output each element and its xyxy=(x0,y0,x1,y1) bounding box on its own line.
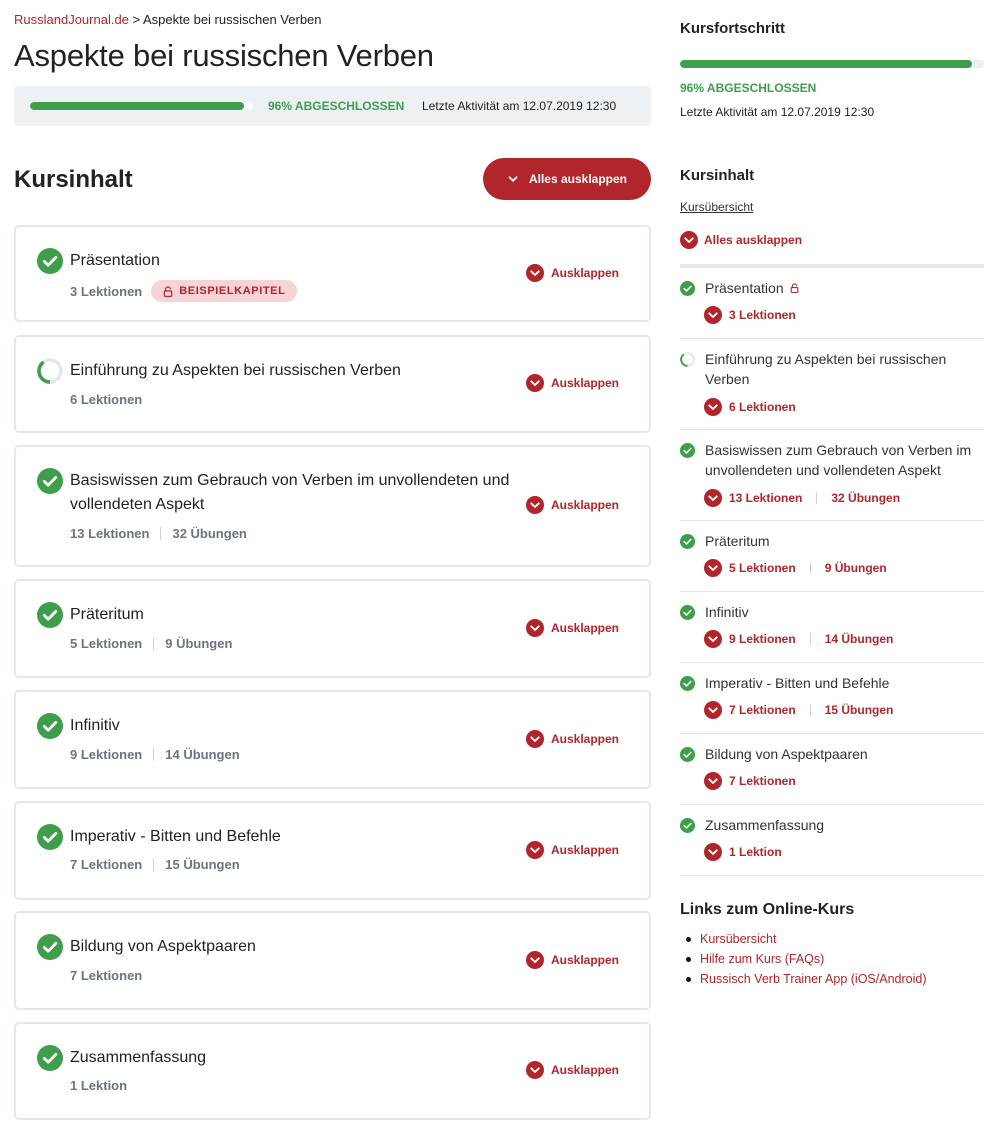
sidebar-section-title-text: Präsentation xyxy=(705,280,784,296)
meta-separator xyxy=(153,637,154,650)
chevron-down-circle-icon xyxy=(704,630,722,648)
sidebar-section-lessons: 1 Lektion xyxy=(729,845,782,859)
sidebar-section-exercises: 14 Übungen xyxy=(824,632,894,646)
check-circle-icon xyxy=(680,818,695,833)
sidebar-section-expand[interactable] xyxy=(704,489,900,507)
sidebar-section-item[interactable] xyxy=(680,805,984,876)
section-expand-button[interactable] xyxy=(526,730,619,748)
breadcrumb-current: Aspekte bei russischen Verben xyxy=(143,12,322,27)
expand-all-label: Alles ausklappen xyxy=(528,172,628,186)
check-circle-icon xyxy=(37,934,63,960)
check-circle-icon xyxy=(37,468,63,494)
chevron-down-circle-icon xyxy=(526,619,544,637)
meta-separator xyxy=(153,858,154,871)
sidebar-links-item xyxy=(680,949,927,969)
section-exercises-count: 32 Übungen xyxy=(172,526,247,541)
section-expand-button[interactable] xyxy=(526,264,619,282)
sidebar-section-expand[interactable] xyxy=(704,630,893,648)
section-status xyxy=(37,358,63,384)
section-expand-label: Ausklappen xyxy=(551,953,620,967)
section-meta xyxy=(70,280,297,302)
check-circle-icon xyxy=(680,605,695,620)
sidebar-expand-all-label: Alles ausklappen xyxy=(704,233,803,247)
sidebar-section-exercises: 32 Übungen xyxy=(831,491,901,505)
section-expand-label: Ausklappen xyxy=(551,266,620,280)
section-meta xyxy=(70,857,240,872)
chevron-down-circle-icon xyxy=(680,231,698,249)
sidebar-progress-bar-fill xyxy=(680,60,972,68)
section-title[interactable]: Infinitiv xyxy=(70,717,120,734)
sidebar-section-status xyxy=(680,676,695,691)
chevron-down-circle-icon xyxy=(526,374,544,392)
sidebar-section-item[interactable] xyxy=(680,430,984,521)
section-expand-label: Ausklappen xyxy=(551,843,620,857)
sidebar-section-title-text: Bildung von Aspektpaaren xyxy=(705,746,868,762)
sidebar-section-status xyxy=(680,534,695,549)
sidebar-section-status xyxy=(680,818,695,833)
sidebar-section-expand[interactable] xyxy=(704,559,887,577)
sidebar-section-lessons: 7 Lektionen xyxy=(729,703,796,717)
sidebar-progress-heading: Kursfortschritt xyxy=(680,20,786,37)
check-circle-icon xyxy=(37,1045,63,1071)
sidebar-section-item[interactable] xyxy=(680,521,984,592)
section-meta xyxy=(70,968,142,983)
section-lessons-count: 7 Lektionen xyxy=(70,968,143,983)
section-meta xyxy=(70,526,247,541)
check-circle-icon xyxy=(37,602,63,628)
section-card[interactable] xyxy=(14,225,651,322)
section-meta xyxy=(70,636,232,651)
section-exercises-count: 9 Übungen xyxy=(165,636,233,651)
chevron-down-circle-icon xyxy=(526,1061,544,1079)
section-expand-button[interactable] xyxy=(526,374,619,392)
section-lessons-count: 9 Lektionen xyxy=(70,747,143,762)
sidebar-section-exercises: 9 Übungen xyxy=(824,561,887,575)
lock-icon xyxy=(790,283,799,293)
meta-separator xyxy=(810,562,811,574)
section-status xyxy=(37,713,63,739)
sidebar-section-item[interactable] xyxy=(680,663,984,734)
chevron-down-circle-icon xyxy=(526,841,544,859)
section-lessons-count: 6 Lektionen xyxy=(70,392,143,407)
last-activity-text: Letzte Aktivität am 12.07.2019 12:30 xyxy=(422,99,617,113)
breadcrumb-separator: > xyxy=(128,12,144,27)
sample-chapter-badge-label: BEISPIELKAPITEL xyxy=(179,285,286,297)
section-card[interactable] xyxy=(14,445,651,567)
chevron-down-circle-icon xyxy=(704,559,722,577)
chevron-down-circle-icon xyxy=(704,489,722,507)
section-meta xyxy=(70,392,142,407)
sidebar-section-item[interactable] xyxy=(680,268,984,339)
section-expand-label: Ausklappen xyxy=(551,498,620,512)
sidebar-links-item xyxy=(680,929,927,949)
sidebar-section-lessons: 3 Lektionen xyxy=(729,308,796,322)
sidebar-expand-all-button[interactable] xyxy=(680,231,802,249)
section-expand-label: Ausklappen xyxy=(551,1063,620,1077)
section-card[interactable] xyxy=(14,911,651,1010)
check-circle-icon xyxy=(680,534,695,549)
sidebar-section-expand[interactable] xyxy=(704,843,782,861)
sidebar-section-lessons: 6 Lektionen xyxy=(729,400,796,414)
chevron-down-circle-icon xyxy=(526,496,544,514)
check-circle-icon xyxy=(37,248,63,274)
sidebar-links-heading: Links zum Online-Kurs xyxy=(680,901,855,918)
sidebar-section-title[interactable] xyxy=(705,440,980,480)
sidebar-progress-percent-label: 96% ABGESCHLOSSEN xyxy=(680,81,817,95)
section-title[interactable]: Zusammenfassung xyxy=(70,1049,207,1066)
check-circle-icon xyxy=(37,824,63,850)
sidebar-section-title-text: Imperativ - Bitten und Befehle xyxy=(705,675,890,691)
meta-separator xyxy=(153,748,154,761)
chevron-down-circle-icon xyxy=(704,772,722,790)
section-lessons-count: 7 Lektionen xyxy=(70,857,143,872)
link-course-overview[interactable]: Kursübersicht xyxy=(700,932,777,946)
section-expand-label: Ausklappen xyxy=(551,621,620,635)
sidebar-section-title[interactable] xyxy=(705,278,980,298)
sidebar-links-item xyxy=(680,969,927,989)
chevron-down-circle-icon xyxy=(704,398,722,416)
check-circle-icon xyxy=(680,747,695,762)
sidebar-content-heading: Kursinhalt xyxy=(680,167,755,184)
sidebar-section-status xyxy=(680,443,695,458)
sidebar-section-status xyxy=(680,605,695,620)
chevron-down-circle-icon xyxy=(704,306,722,324)
section-meta xyxy=(70,747,240,762)
sidebar-section-status xyxy=(680,281,695,296)
section-title[interactable]: Präteritum xyxy=(70,606,144,623)
chevron-down-circle-icon xyxy=(526,264,544,282)
expand-all-button[interactable] xyxy=(483,158,651,200)
section-expand-button[interactable] xyxy=(526,496,619,514)
section-title[interactable]: Basiswissen zum Gebrauch von Verben im unvollendeten und vollendeten Aspekt xyxy=(70,472,510,513)
progress-bar-fill xyxy=(30,102,244,110)
section-lessons-count: 13 Lektionen xyxy=(70,526,150,541)
breadcrumb xyxy=(14,12,322,27)
sidebar-section-title[interactable] xyxy=(705,673,980,693)
section-card[interactable] xyxy=(14,801,651,900)
section-title[interactable]: Imperativ - Bitten und Befehle xyxy=(70,828,281,845)
section-status xyxy=(37,468,63,494)
meta-separator xyxy=(816,492,817,504)
sidebar-section-item[interactable] xyxy=(680,734,984,805)
sidebar-section-expand[interactable] xyxy=(704,701,893,719)
sidebar-section-title[interactable] xyxy=(705,602,980,622)
sidebar-section-lessons: 13 Lektionen xyxy=(729,491,803,505)
check-circle-icon xyxy=(680,281,695,296)
sidebar-last-activity-text: Letzte Aktivität am 12.07.2019 12:30 xyxy=(680,105,875,119)
chevron-down-circle-icon xyxy=(704,701,722,719)
section-card[interactable] xyxy=(14,335,651,433)
sidebar-section-lessons: 5 Lektionen xyxy=(729,561,796,575)
section-status xyxy=(37,602,63,628)
meta-separator xyxy=(810,704,811,716)
sidebar-section-item[interactable] xyxy=(680,339,984,430)
sidebar-section-status xyxy=(680,747,695,762)
section-title[interactable]: Einführung zu Aspekten bei russischen Verben xyxy=(70,362,401,379)
check-circle-icon xyxy=(680,676,695,691)
section-expand-button[interactable] xyxy=(526,841,619,859)
chevron-down-circle-icon xyxy=(526,730,544,748)
meta-separator xyxy=(160,527,161,540)
section-exercises-count: 14 Übungen xyxy=(165,747,240,762)
progress-percent-label: 96% ABGESCHLOSSEN xyxy=(268,99,405,113)
link-course-help[interactable]: Hilfe zum Kurs (FAQs) xyxy=(700,952,825,966)
section-status xyxy=(37,824,63,850)
sidebar-section-lessons: 7 Lektionen xyxy=(729,774,796,788)
sidebar-links-list xyxy=(680,929,927,989)
sidebar-progress-bar xyxy=(680,60,984,68)
sidebar-section-item[interactable] xyxy=(680,592,984,663)
chevron-down-circle-icon xyxy=(704,843,722,861)
meta-separator xyxy=(810,633,811,645)
sidebar-section-title[interactable] xyxy=(705,744,980,764)
section-meta xyxy=(70,1078,127,1093)
progress-bar xyxy=(30,102,253,110)
section-expand-label: Ausklappen xyxy=(551,376,620,390)
sidebar-section-title[interactable] xyxy=(705,349,980,389)
breadcrumb-home-link[interactable]: RusslandJournal.de xyxy=(14,12,129,27)
section-lessons-count: 5 Lektionen xyxy=(70,636,143,651)
section-title[interactable]: Bildung von Aspektpaaren xyxy=(70,938,256,955)
section-expand-button[interactable] xyxy=(526,951,619,969)
course-progress-panel xyxy=(14,86,651,126)
link-verb-trainer-app[interactable]: Russisch Verb Trainer App (iOS/Android) xyxy=(700,972,927,986)
section-expand-button[interactable] xyxy=(526,1061,619,1079)
sidebar-section-title-text: Infinitiv xyxy=(705,604,749,620)
sidebar-section-title[interactable] xyxy=(705,815,980,835)
progress-ring-icon xyxy=(680,352,695,367)
section-exercises-count: 15 Übungen xyxy=(165,857,240,872)
section-card[interactable] xyxy=(14,1022,651,1120)
chevron-down-icon xyxy=(507,173,519,185)
section-lessons-count: 3 Lektionen xyxy=(70,283,143,299)
sidebar-overview-link[interactable]: Kursübersicht xyxy=(680,200,754,214)
sidebar-section-lessons: 9 Lektionen xyxy=(729,632,796,646)
section-status xyxy=(37,248,63,274)
sidebar-section-expand[interactable] xyxy=(704,772,796,790)
check-circle-icon xyxy=(37,713,63,739)
sample-chapter-badge xyxy=(151,280,297,302)
chevron-down-circle-icon xyxy=(526,951,544,969)
course-content-heading: Kursinhalt xyxy=(14,166,133,193)
section-lessons-count: 1 Lektion xyxy=(70,1078,128,1093)
lock-icon xyxy=(163,286,173,297)
sidebar-section-expand[interactable] xyxy=(704,398,796,416)
sidebar-section-title-text: Basiswissen zum Gebrauch von Verben im unvollendeten und vollendeten Aspekt xyxy=(705,442,972,478)
page-title: Aspekte bei russischen Verben xyxy=(14,38,434,73)
section-card[interactable] xyxy=(14,579,651,678)
section-card[interactable] xyxy=(14,690,651,789)
sidebar-section-title-text: Einführung zu Aspekten bei russischen Verben xyxy=(705,351,947,387)
sidebar-section-status xyxy=(680,352,695,367)
section-title[interactable]: Präsentation xyxy=(70,252,160,269)
section-status xyxy=(37,1045,63,1071)
check-circle-icon xyxy=(680,443,695,458)
sidebar-section-expand[interactable] xyxy=(704,306,796,324)
sidebar-section-title[interactable] xyxy=(705,531,980,551)
section-status xyxy=(37,934,63,960)
sidebar-section-exercises: 15 Übungen xyxy=(824,703,894,717)
sidebar-section-title-text: Präteritum xyxy=(705,533,770,549)
sidebar-section-title-text: Zusammenfassung xyxy=(705,817,825,833)
section-expand-button[interactable] xyxy=(526,619,619,637)
progress-ring-icon xyxy=(37,358,63,384)
section-expand-label: Ausklappen xyxy=(551,732,620,746)
